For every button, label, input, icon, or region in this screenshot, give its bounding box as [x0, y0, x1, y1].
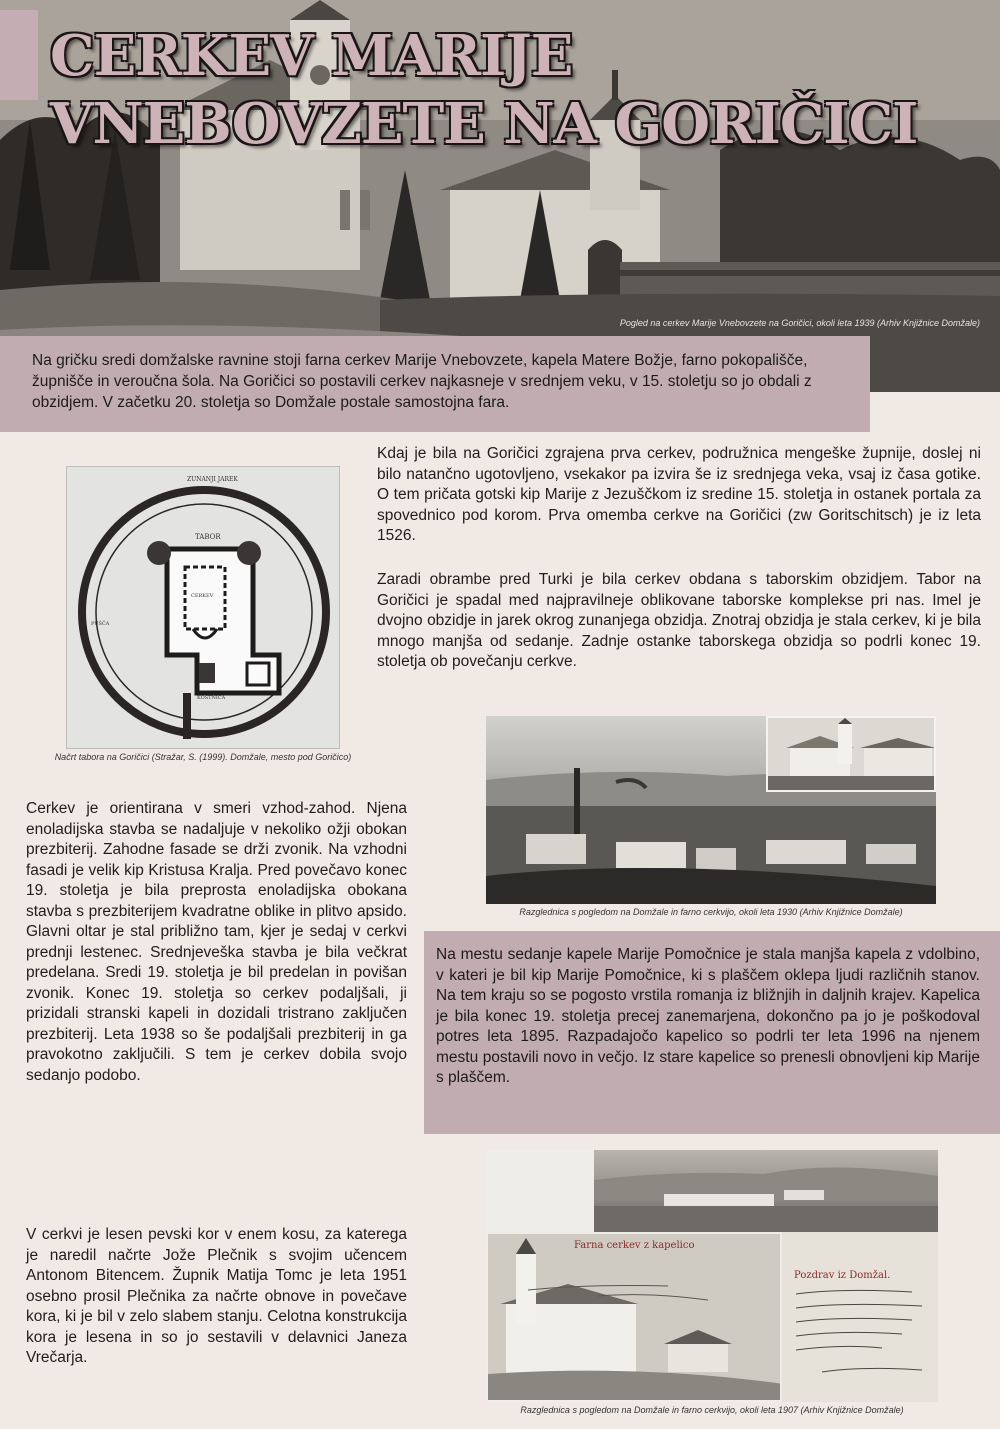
plan-label-bottom: KOSTNICA — [197, 695, 226, 701]
title-line-2: VNEBOVZETE NA GORIČICI — [50, 91, 918, 157]
hero-caption: Pogled na cerkev Marije Vnebovzete na Goričici, okoli leta 1939 (Arhiv Knjižnice Domžale) — [619, 318, 980, 328]
postcard-card-title: Farna cerkev z kapelico — [574, 1240, 695, 1251]
paragraph-history: Kdaj je bila na Goričici zgrajena prva cerkev, podružnica mengeške župnije, doslej ni bilo natančno ugotovljeno, vsekakor pa izvira še iz srednjega veka, vsaj iz časa gotike. O tem pričata gotski kip Marije z Jezuščkom iz sredine 15. stoletja in ostanek portala za spovednico pod korom. Prva omemba cerkve na Goričici (zw Goritschitsch) je iz leta 1526. — [377, 445, 981, 544]
tabor-plan-drawing — [67, 467, 341, 750]
title-line-1: CERKEV MARIJE — [50, 23, 573, 89]
postcard-1907-caption: Razglednica s pogledom na Domžale in farno cerkvijo, okoli leta 1907 (Arhiv Knjižnice Domžale) — [520, 1405, 904, 1415]
plan-label-left: PUŠČA — [91, 621, 110, 627]
postcard-1930-caption: Razglednica s pogledom na Domžale in farno cerkvijo, okoli leta 1930 (Arhiv Knjižnice Domžale) — [519, 907, 903, 917]
card-church-illustration — [488, 1234, 782, 1402]
handwriting-illustration — [782, 1232, 938, 1402]
title-accent-bar — [0, 10, 38, 100]
intro-text: Na gričku sredi domžalske ravnine stoji farna cerkev Marije Vnebovzete, kapela Matere Božje, farno pokopališče, župnišče in veroučna šola. Na Goričici so postavili cerkev najkasneje v srednjem veku, v 15. stoletju so jo obdali z obzidjem. V začetku 20. stoletja so Domžale postale samostojna fara. — [32, 352, 812, 411]
postcard-1907-message — [782, 1232, 938, 1402]
postcard-1930-inset — [766, 716, 936, 792]
postcard-1907-blank — [486, 1150, 594, 1232]
postcard-1907-image — [486, 1150, 938, 1402]
hero-photo — [0, 0, 1000, 392]
page-title — [50, 22, 990, 158]
paragraph-tabor: Zaradi obrambe pred Turki je bila cerkev obdana s taborskim obzidjem. Tabor na Goričici je spadal med najpravilneje oblikovane taborske komplekse pri nas. Imel je dvojno obzidje in jarek okrog zunanjega obzidja. Znotraj obzidja je stala cerkev, ki je bila mnogo manjša od sedanje. Zadnje ostanke taborskega obzidja so podrli konec 19. stoletja ob povečanju cerkve. — [377, 571, 981, 670]
postcard-1907-church-card — [486, 1232, 782, 1402]
plan-label-top: ZUNANJI JAREK — [187, 476, 238, 483]
postcard-1930-image — [486, 716, 936, 904]
plan-label-tabor: TABOR — [195, 533, 221, 541]
tabor-plan-image — [66, 466, 340, 749]
paragraph-choir: V cerkvi je lesen pevski kor v enem kosu, za katerega je naredil načrte Jože Plečnik s svojim učencem Antonom Bitencem. Župnik Matija Tomc je leta 1951 osebno prosil Plečnika za načrte obnove in povečave kora, ki je bil v zelo slabem stanju. Celotna konstrukcija kora je lesena in so jo sestavili v delavnici Janeza Vrečarja. — [26, 1226, 407, 1366]
chapel-box — [424, 931, 1000, 1134]
plan-caption: Načrt tabora na Goričici (Stražar, S. (1999). Domžale, mesto pod Goričico) — [54, 752, 352, 762]
postcard-greeting: Pozdrav iz Domžal. — [794, 1270, 891, 1281]
intro-box — [0, 336, 870, 432]
paragraph-chapel: Na mestu sedanje kapele Marije Pomočnice je stala manjša kapela z vdolbino, v kateri je bil kip Marije Pomočnice, ki s plaščem oklepa ljudi različnih stanov. Na tem kraju so se pogosto vrstila romanja iz bližnjih in daljnih krajev. Kapelica je bila konec 19. stoletja precej zanemarjena, dokončno pa jo je poškodoval potres leta 1895. Razpadajočo kapelico so podrli ter leta 1996 na njenem mestu postavili novo in večjo. Iz stare kapelice so prenesli obnovljeni kip Marije s plaščem. — [436, 946, 980, 1086]
postcard-1907-panorama — [594, 1150, 938, 1232]
paragraph-architecture: Cerkev je orientirana v smeri vzhod-zahod. Njena enoladijska stavba se nadaljuje v nekoliko ožji obokan prezbiterij. Zahodne fasade se drži zvonik. Na vzhodni fasadi je velik kip Kristusa Kralja. Pred povečavo konec 19. stoletja je bila preprosta enoladijska obokana stavba s prezbiterijem kvadratne oblike in plitvo apsido. Glavni oltar je stal približno tam, kjer je sedaj v cerkvi prednji lestenec. Srednjeveška stavba je bila večkrat predelana. Sredi 19. stoletja je bil predelan in povišan zvonik. Konec 19. stoletja so cerkev podaljšali, ji prizidali stranski kapeli in dozidali tristrano zaključen prezbiterij. Leta 1938 so še podaljšali prezbiterij in ga pravokotno zaključili. S tem je cerkev dobila svojo sedanjo podobo. — [26, 800, 407, 1084]
inset-church-illustration — [768, 718, 936, 792]
panorama-illustration — [594, 1150, 938, 1232]
plan-label-cerkev: CERKEV — [191, 593, 214, 599]
